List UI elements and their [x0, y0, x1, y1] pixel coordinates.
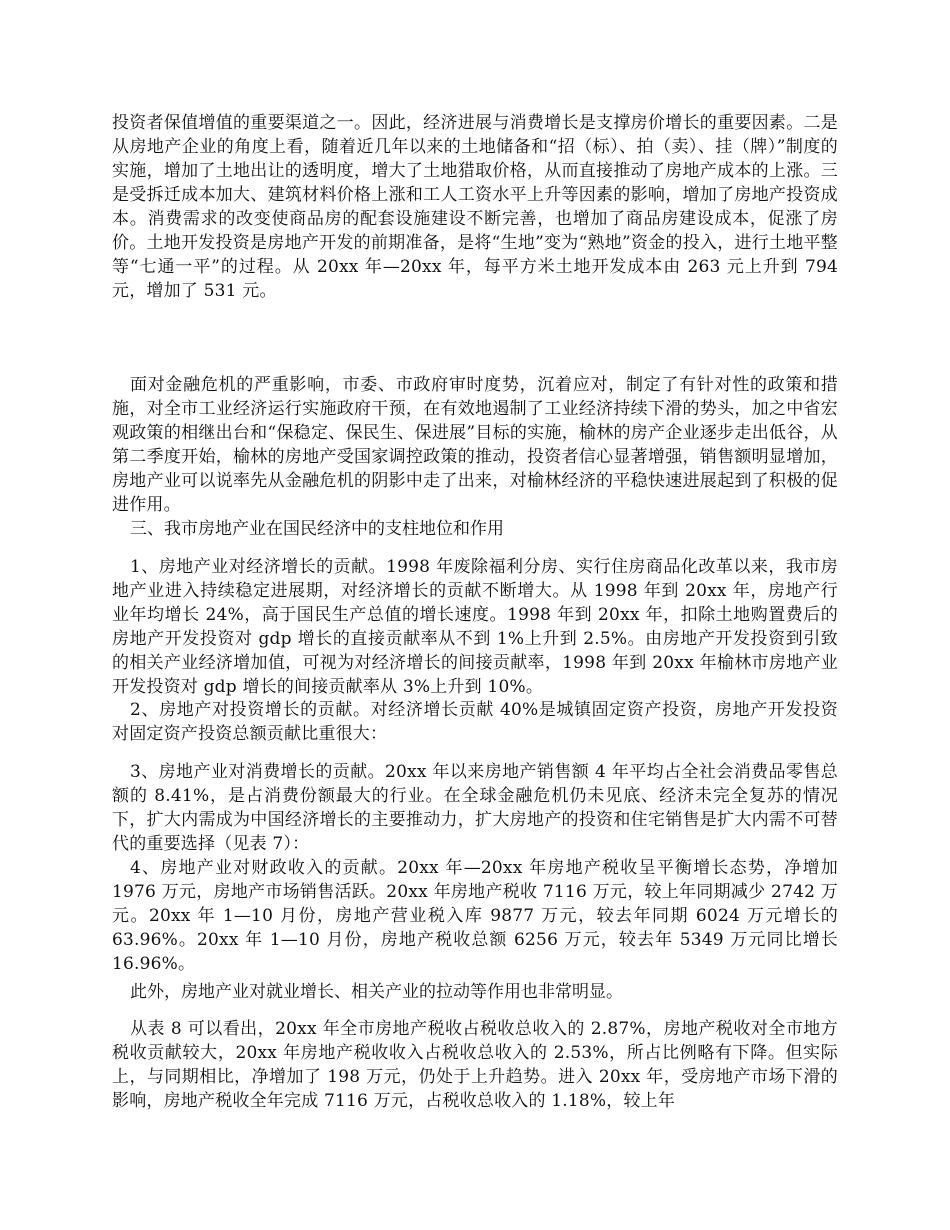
paragraph-financial-crisis: 面对金融危机的严重影响，市委、市政府审时度势，沉着应对，制定了有针对性的政策和措施，对全市工业经济运行实施政府干预，在有效地遏制了工业经济持续下滑的势头，加之中省宏观政策的相继出台和“保稳定、保民生、保进展”目标的实施，榆林的房产企业逐步走出低谷，从第二季度开始，榆林的房地产受国家调控政策的推动，投资者信心显著增强，销售额明显增加，房地产业可以说率先从金融危机的阴影中走了出来，对榆林经济的平稳快速进展起到了积极的促进作用。 — [112, 375, 838, 515]
paragraph-employment: 此外，房地产业对就业增长、相关产业的拉动等作用也非常明显。 — [130, 982, 623, 1002]
paragraph-fiscal-revenue: 4、房地产业对财政收入的贡献。20xx 年—20xx 年房地产税收呈平衡增长态势，净增加 1976 万元，房地产市场销售活跃。20xx 年房地产税收 7116 万元，较上年同期减少 2742 万元。20xx 年 1—10 月份，房地产营业税入库 9877 万元，较去年同期 6024 万元增长的 63.96%。20xx 年 1—10 月份，房地产税收总额 6256 万元，较去年 5349 万元同比增长 16.96%。 — [112, 858, 838, 974]
section-heading-pillar-role: 三、我市房地产业在国民经济中的支柱地位和作用 — [130, 519, 504, 539]
paragraph-economic-growth: 1、房地产业对经济增长的贡献。1998 年废除福利分房、实行住房商品化改革以来，我市房地产业进入持续稳定进展期，对经济增长的贡献不断增大。从 1998 年到 20xx 年，房地产行业年均增长 24%，高于国民生产总值的增长速度。1998 年到 20xx 年，扣除土地购置费后的房地产开发投资对 gdp 增长的直接贡献率从不到 1%上升到 2.5%。由房地产开发投资到引致的相关产业经济增加值，可视为对经济增长的间接贡献率，1998 年到 20xx 年榆林市房地产业开发投资对 gdp 增长的间接贡献率从 3%上升到 10%。 — [112, 557, 838, 697]
paragraph-investment-growth: 2、房地产对投资增长的贡献。对经济增长贡献 40%是城镇固定资产投资，房地产开发投资对固定资产投资总额贡献比重很大： — [112, 700, 838, 744]
paragraph-table8-tax: 从表 8 可以看出，20xx 年全市房地产税收占税收总收入的 2.87%，房地产税收对全市地方税收贡献较大，20xx 年房地产税收收入占税收总收入的 2.53%，所占比例略有下降。但实际上，与同期相比，净增加了 198 万元，仍处于上升趋势。进入 20xx 年，受房地产市场下滑的影响，房地产税收全年完成 7116 万元，占税收总收入的 1.18%，较上年 — [112, 1019, 838, 1111]
paragraph-consumption-growth: 3、房地产业对消费增长的贡献。20xx 年以来房地产销售额 4 年平均占全社会消费品零售总额的 8.41%，是占消费份额最大的行业。在全球金融危机仍未见底、经济未完全复苏的情况下，扩大内需成为中国经济增长的主要推动力，扩大房地产的投资和住宅销售是扩大内需不可替代的重要选择（见表 7）： — [112, 762, 838, 854]
paragraph-land-cost: 投资者保值增值的重要渠道之一。因此，经济进展与消费增长是支撑房价增长的重要因素。二是从房地产企业的角度上看，随着近几年以来的土地储备和“招（标）、拍（卖）、挂（牌）”制度的实施，增加了土地出让的透明度，增大了土地猎取价格，从而直接推动了房地产成本的上涨。三是受拆迁成本加大、建筑材料价格上涨和工人工资水平上升等因素的影响，增加了房地产投资成本。消费需求的改变使商品房的配套设施建设不断完善，也增加了商品房建设成本，促涨了房价。土地开发投资是房地产开发的前期准备，是将“生地”变为“熟地”资金的投入，进行土地平整等“七通一平”的过程。从 20xx 年—20xx 年，每平方米土地开发成本由 263 元上升到 794 元，增加了 531 元。 — [112, 113, 838, 301]
